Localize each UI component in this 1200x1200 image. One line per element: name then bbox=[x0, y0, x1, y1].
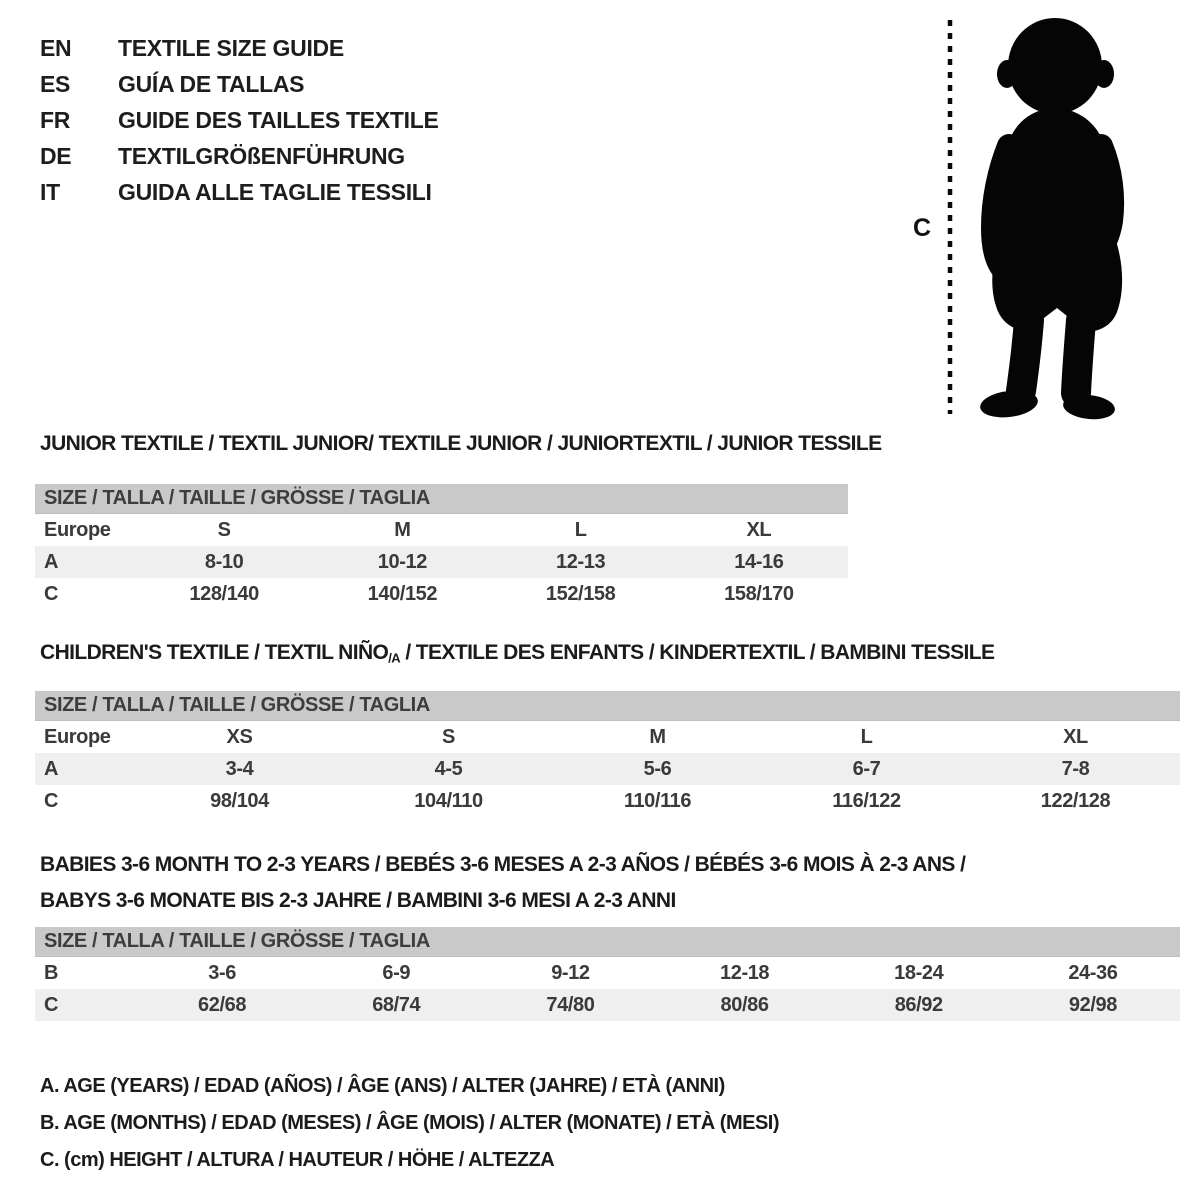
size-cell: S bbox=[217, 518, 231, 541]
language-code: ES bbox=[40, 70, 71, 97]
age-cell: 3-6 bbox=[208, 961, 236, 984]
toddler-figure bbox=[979, 18, 1122, 420]
language-label: GUIDA ALLE TAGLIE TESSILI bbox=[118, 178, 432, 205]
age-cell: 10-12 bbox=[377, 550, 427, 573]
children-section-title bbox=[40, 641, 994, 666]
size-cell: S bbox=[442, 725, 455, 748]
language-row-it bbox=[40, 174, 439, 210]
height-cell: 62/68 bbox=[198, 993, 247, 1016]
age-cell: 5-6 bbox=[643, 757, 672, 780]
age-cell: 24-36 bbox=[1068, 961, 1118, 984]
height-cell: 86/92 bbox=[894, 993, 943, 1016]
language-code: FR bbox=[40, 106, 71, 133]
junior-table bbox=[35, 514, 848, 610]
row-label: A bbox=[44, 757, 59, 780]
height-measure-label: C bbox=[912, 214, 932, 242]
language-row-en bbox=[40, 30, 439, 66]
junior-section-title: JUNIOR TEXTILE / TEXTIL JUNIOR/ TEXTILE JUNIOR / JUNIORTEXTIL / JUNIOR TESSILE bbox=[40, 432, 882, 455]
babies-title-line2: BABYS 3-6 MONATE BIS 2-3 JAHRE / BAMBINI 3-6 MESI A 2-3 ANNI bbox=[40, 889, 676, 912]
age-cell: 12-18 bbox=[720, 961, 770, 984]
height-cell: 110/116 bbox=[623, 789, 692, 812]
height-cell: 92/98 bbox=[1068, 993, 1117, 1016]
age-cell: 14-16 bbox=[734, 550, 784, 573]
baby-silhouette-icon bbox=[940, 14, 1150, 420]
language-label: TEXTILGRÖßENFÜHRUNG bbox=[118, 142, 405, 169]
language-label: GUÍA DE TALLAS bbox=[118, 70, 305, 97]
height-cell: 152/158 bbox=[545, 582, 616, 605]
language-code: IT bbox=[40, 178, 60, 205]
table-row bbox=[35, 753, 1180, 785]
language-row-es bbox=[40, 66, 439, 102]
children-title-suffix: / TEXTILE DES ENFANTS / KINDERTEXTIL / BAMBINI TESSILE bbox=[400, 641, 995, 664]
age-cell: 18-24 bbox=[894, 961, 944, 984]
legend-line-b: B. AGE (MONTHS) / EDAD (MESES) / ÂGE (MOIS) / ALTER (MONATE) / ETÀ (MESI) bbox=[40, 1112, 780, 1134]
language-code: DE bbox=[40, 142, 72, 169]
height-cell: 116/122 bbox=[832, 789, 901, 812]
row-label: C bbox=[44, 582, 59, 605]
height-cell: 128/140 bbox=[189, 582, 259, 605]
legend-line-c: C. (cm) HEIGHT / ALTURA / HAUTEUR / HÖHE / ALTEZZA bbox=[40, 1149, 555, 1171]
height-cell: 80/86 bbox=[720, 993, 769, 1016]
table-row bbox=[35, 989, 1180, 1021]
row-label: C bbox=[44, 993, 59, 1016]
legend bbox=[40, 1068, 779, 1179]
legend-line-a: A. AGE (YEARS) / EDAD (AÑOS) / ÂGE (ANS) / ALTER (JAHRE) / ETÀ (ANNI) bbox=[40, 1075, 725, 1097]
height-cell: 140/152 bbox=[367, 582, 438, 605]
row-label: A bbox=[44, 550, 59, 573]
language-code: EN bbox=[40, 34, 72, 61]
row-label: C bbox=[44, 789, 59, 812]
row-label: Europe bbox=[44, 725, 111, 748]
height-cell: 98/104 bbox=[210, 789, 269, 812]
height-cell: 104/110 bbox=[414, 789, 483, 812]
height-cell: 122/128 bbox=[1040, 789, 1111, 812]
age-cell: 3-4 bbox=[225, 757, 254, 780]
age-cell: 6-7 bbox=[852, 757, 881, 780]
children-size-header-bar: SIZE / TALLA / TAILLE / GRÖSSE / TAGLIA bbox=[35, 691, 1180, 721]
table-row bbox=[35, 785, 1180, 817]
size-cell: L bbox=[860, 725, 873, 748]
babies-section-title bbox=[40, 847, 965, 919]
language-label: TEXTILE SIZE GUIDE bbox=[118, 34, 344, 61]
babies-size-header-bar: SIZE / TALLA / TAILLE / GRÖSSE / TAGLIA bbox=[35, 927, 1180, 957]
size-cell: XL bbox=[746, 518, 772, 541]
age-cell: 4-5 bbox=[434, 757, 463, 780]
children-title-sub: /A bbox=[388, 650, 401, 666]
size-cell: XS bbox=[226, 725, 253, 748]
size-cell: M bbox=[649, 725, 666, 748]
row-label: Europe bbox=[44, 518, 111, 541]
children-table bbox=[35, 721, 1180, 817]
height-cell: 74/80 bbox=[546, 993, 595, 1016]
age-cell: 6-9 bbox=[382, 961, 411, 984]
babies-title-line1: BABIES 3-6 MONTH TO 2-3 YEARS / BEBÉS 3-6 MESES A 2-3 AÑOS / BÉBÉS 3-6 MOIS À 2-3 ANS / bbox=[40, 853, 966, 876]
height-cell: 158/170 bbox=[724, 582, 794, 605]
age-cell: 9-12 bbox=[551, 961, 590, 984]
language-label: GUIDE DES TAILLES TEXTILE bbox=[118, 106, 439, 133]
table-row bbox=[35, 721, 1180, 753]
table-row bbox=[35, 578, 848, 610]
language-row-de bbox=[40, 138, 439, 174]
language-title-block bbox=[40, 30, 439, 210]
table-row bbox=[35, 546, 848, 578]
babies-table bbox=[35, 957, 1180, 1021]
age-cell: 8-10 bbox=[204, 550, 244, 573]
height-cell: 68/74 bbox=[372, 993, 421, 1016]
language-row-fr bbox=[40, 102, 439, 138]
age-cell: 7-8 bbox=[1061, 757, 1090, 780]
size-cell: XL bbox=[1063, 725, 1088, 748]
age-cell: 12-13 bbox=[556, 550, 606, 573]
children-title-prefix: CHILDREN'S TEXTILE / TEXTIL NIÑO bbox=[40, 641, 389, 664]
junior-size-header-bar: SIZE / TALLA / TAILLE / GRÖSSE / TAGLIA bbox=[35, 484, 848, 514]
row-label: B bbox=[44, 961, 59, 984]
size-cell: L bbox=[574, 518, 587, 541]
size-cell: M bbox=[394, 518, 411, 541]
table-row bbox=[35, 514, 848, 546]
table-row bbox=[35, 957, 1180, 989]
